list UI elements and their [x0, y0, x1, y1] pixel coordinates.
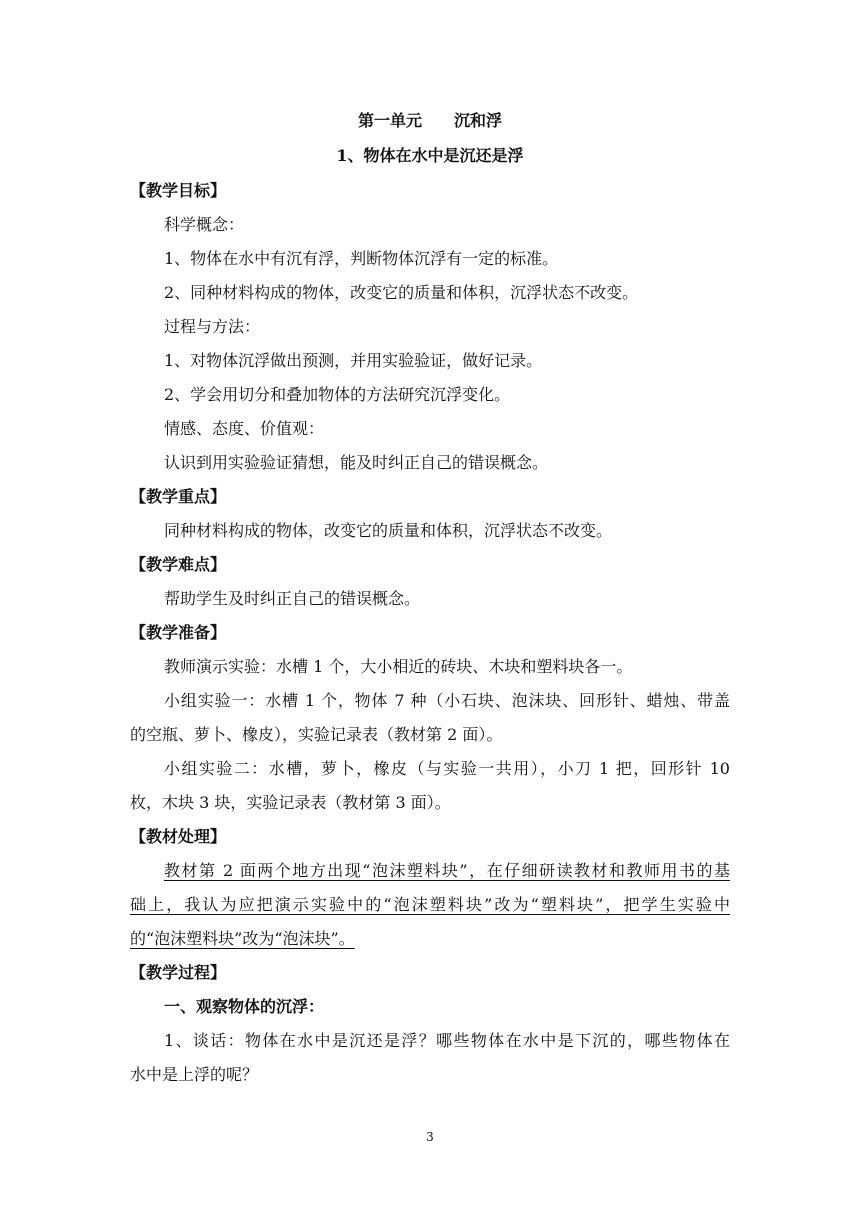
- lesson-title: 1、物体在水中是沉还是浮: [336, 146, 524, 165]
- materials-line-2: 础上，我认为应把演示实验中的“泡沫塑料块”改为“塑料块”，把学生实验中: [130, 895, 730, 914]
- key-points-heading: 【教学重点】: [130, 487, 227, 506]
- step-1-line-1: 1、谈话：物体在水中是沉还是浮？哪些物体在水中是下沉的，哪些物体在: [164, 1031, 730, 1050]
- unit-title: 第一单元 沉和浮: [357, 111, 502, 130]
- materials-line-1: 教材第 2 面两个地方出现“泡沫塑料块”，在仔细研读教材和教师用书的基: [164, 861, 730, 880]
- step-1-line-2: 水中是上浮的呢？: [130, 1065, 259, 1084]
- materials-heading: 【教材处理】: [130, 827, 227, 846]
- attitude-label: 情感、态度、价值观：: [164, 419, 325, 438]
- key-points-text: 同种材料构成的物体，改变它的质量和体积，沉浮状态不改变。: [164, 521, 613, 540]
- process-item-2: 2、学会用切分和叠加物体的方法研究沉浮变化。: [164, 385, 511, 404]
- materials-line-3: 的“泡沫塑料块”改为“泡沫块”。: [130, 929, 355, 948]
- process-item-1: 1、对物体沉浮做出预测，并用实验验证，做好记录。: [164, 351, 543, 370]
- difficulties-heading: 【教学难点】: [130, 555, 227, 574]
- objectives-heading: 【教学目标】: [130, 181, 227, 200]
- concept-item-2: 2、同种材料构成的物体，改变它的质量和体积，沉浮状态不改变。: [164, 283, 639, 302]
- group-experiment-1-line-1: 小组实验一：水槽 1 个，物体 7 种（小石块、泡沫块、回形针、蜡烛、带盖: [164, 691, 730, 710]
- process-methods-label: 过程与方法：: [164, 317, 261, 336]
- page-number: 3: [426, 1130, 434, 1144]
- section-observe-title: 一、观察物体的沉浮：: [164, 997, 325, 1016]
- teacher-demo-text: 教师演示实验：水槽 1 个，大小相近的砖块、木块和塑料块各一。: [164, 657, 633, 676]
- attitude-text: 认识到用实验验证猜想，能及时纠正自己的错误概念。: [164, 453, 549, 472]
- group-experiment-2-line-2: 枚，木块 3 块，实验记录表（教材第 3 面）。: [130, 793, 451, 812]
- group-experiment-2-line-1: 小组实验二：水槽，萝卜，橡皮（与实验一共用），小刀 1 把，回形针 10: [164, 759, 730, 778]
- concept-item-1: 1、物体在水中有沉有浮，判断物体沉浮有一定的标准。: [164, 249, 559, 268]
- preparation-heading: 【教学准备】: [130, 623, 227, 642]
- group-experiment-1-line-2: 的空瓶、萝卜、橡皮），实验记录表（教材第 2 面）。: [130, 725, 503, 744]
- process-heading: 【教学过程】: [130, 963, 227, 982]
- difficulties-text: 帮助学生及时纠正自己的错误概念。: [164, 589, 421, 608]
- science-concepts-label: 科学概念：: [164, 215, 245, 234]
